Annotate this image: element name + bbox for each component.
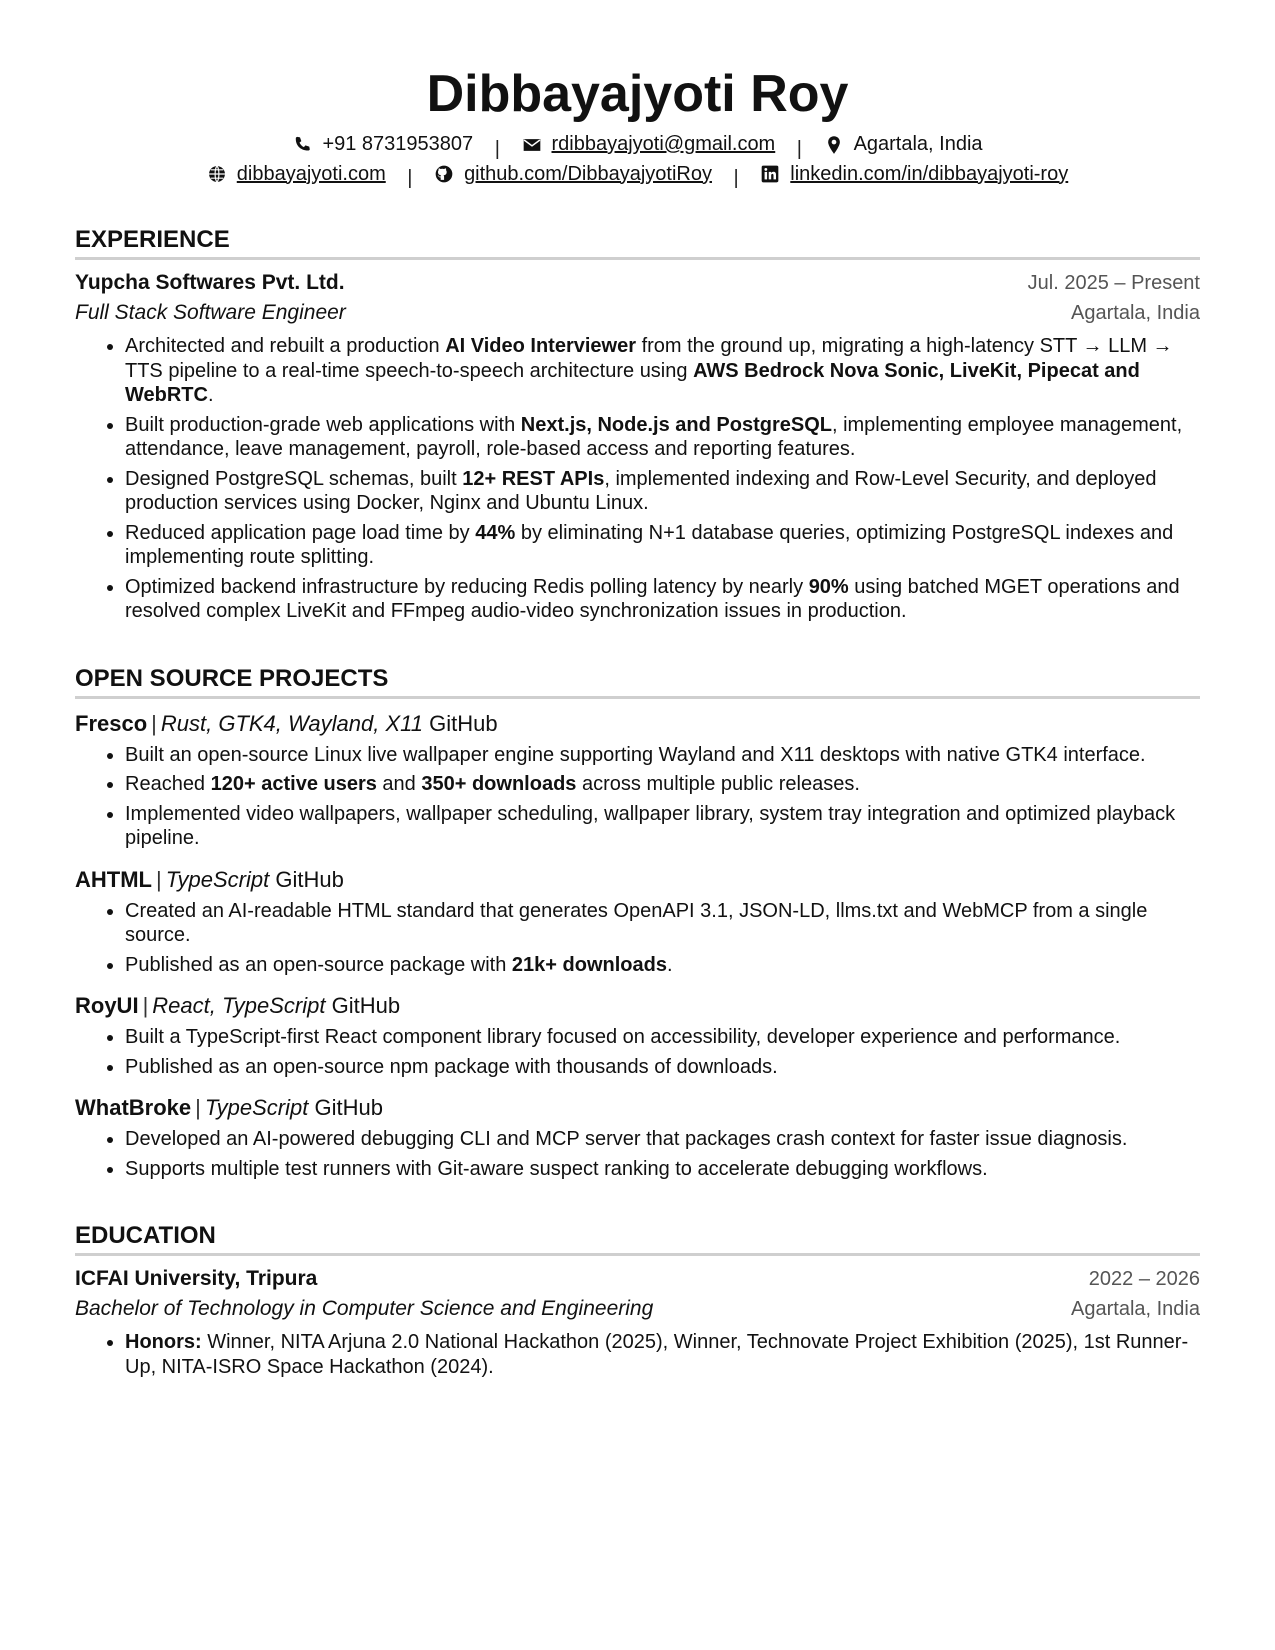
phone-contact	[292, 132, 473, 157]
section-title-education: EDUCATION	[75, 1221, 1200, 1256]
project-header-royui	[75, 991, 1200, 1021]
list-item: Published as an open-source npm package with thousands of downloads.	[125, 1055, 1200, 1080]
education-degree-row	[75, 1294, 1200, 1324]
experience-location: Agartala, India	[1071, 302, 1200, 324]
list-item: Reached 120+ active users and 350+ downloads across multiple public releases.	[125, 772, 1200, 797]
projects-section	[75, 664, 1200, 1182]
list-item: Published as an open-source package with 21k+ downloads.	[125, 953, 1200, 978]
project-name: WhatBroke	[75, 1095, 192, 1120]
map-pin-icon	[824, 135, 844, 155]
education-date: 2022 – 2026	[1088, 1268, 1200, 1290]
experience-header-row	[75, 268, 1200, 298]
experience-section	[75, 225, 1200, 624]
company-name: Yupcha Softwares Pvt. Ltd.	[75, 271, 345, 294]
project-tech: React, TypeScript	[152, 993, 326, 1018]
project-github-link[interactable]: GitHub	[314, 1095, 383, 1120]
list-item: Developed an AI-powered debugging CLI and MCP server that packages crash context for faster issue diagnosis.	[125, 1127, 1200, 1152]
list-item: Architected and rebuilt a production AI Video Interviewer from the ground up, migrating a high-latency STT → LLM → TTS pipeline to a real-time speech-to-speech architecture using AWS Bedrock Nova Sonic, LiveKit, Pipecat and WebRTC.	[125, 334, 1200, 408]
experience-date: Jul. 2025 – Present	[1027, 272, 1200, 294]
project-github-link[interactable]: GitHub	[429, 710, 498, 736]
section-title-projects: OPEN SOURCE PROJECTS	[75, 664, 1200, 699]
list-item: Honors: Winner, NITA Arjuna 2.0 National Hackathon (2025), Winner, Technovate Project Exhibition (2025), 1st Runner-Up, NITA-ISRO Space Hackathon (2024).	[125, 1330, 1200, 1379]
education-location: Agartala, India	[1071, 1298, 1200, 1320]
separator: |	[151, 710, 157, 736]
list-item: Designed PostgreSQL schemas, built 12+ REST APIs, implemented indexing and Row-Level Security, and deployed production services using Docker, Nginx and Ubuntu Linux.	[125, 467, 1200, 516]
experience-role-row	[75, 298, 1200, 328]
phone-icon	[292, 135, 312, 155]
project-name: AHTML	[75, 866, 152, 892]
separator: |	[155, 866, 162, 892]
candidate-name: Dibbayajyoti Roy	[426, 65, 849, 123]
experience-bullets	[75, 334, 1200, 624]
contact-line-primary	[75, 132, 1200, 162]
location-contact	[824, 132, 983, 157]
phone-number: +91 8731953807	[322, 133, 474, 155]
section-title-experience: EXPERIENCE	[75, 225, 1200, 260]
separator: |	[142, 993, 149, 1018]
list-item: Built an open-source Linux live wallpaper engine supporting Wayland and X11 desktops with native GTK4 interface.	[125, 743, 1200, 768]
github-contact[interactable]	[434, 162, 712, 187]
project-github-link[interactable]: GitHub	[275, 866, 344, 892]
education-header-row	[75, 1264, 1200, 1294]
resume-page	[75, 0, 1200, 1384]
separator: |	[733, 167, 739, 189]
project-name: RoyUI	[75, 993, 139, 1018]
education-bullets	[75, 1330, 1200, 1379]
website-contact[interactable]	[207, 162, 386, 187]
list-item: Implemented video wallpapers, wallpaper scheduling, wallpaper library, system tray integration and optimized playback pipeline.	[125, 802, 1200, 851]
project-header-whatbroke	[75, 1093, 1200, 1123]
list-item: Created an AI-readable HTML standard that generates OpenAPI 3.1, JSON-LD, llms.txt and WebMCP from a single source.	[125, 899, 1200, 948]
project-bullets-ahtml	[75, 899, 1200, 978]
job-title: Full Stack Software Engineer	[75, 301, 346, 324]
project-tech: Rust, GTK4, Wayland, X11	[160, 710, 423, 736]
project-bullets-royui	[75, 1025, 1200, 1079]
email-link[interactable]: rdibbayajyoti@gmail.com	[551, 133, 776, 155]
github-link[interactable]: github.com/DibbayajyotiRoy	[464, 162, 712, 185]
project-tech: TypeScript	[204, 1095, 309, 1120]
list-item: Built production-grade web applications with Next.js, Node.js and PostgreSQL, implementing employee management, attendance, leave management, payroll, role-based access and reporting features.	[125, 413, 1200, 462]
separator: |	[407, 167, 413, 189]
github-icon	[434, 164, 454, 184]
list-item: Built a TypeScript-first React component library focused on accessibility, developer experience and performance.	[125, 1025, 1200, 1050]
separator: |	[494, 137, 500, 160]
project-name: Fresco	[75, 710, 148, 736]
education-section	[75, 1221, 1200, 1379]
project-github-link[interactable]: GitHub	[331, 993, 401, 1018]
linkedin-contact[interactable]	[760, 162, 1068, 187]
website-link[interactable]: dibbayajyoti.com	[236, 162, 386, 185]
contact-line-links	[75, 162, 1200, 192]
project-bullets-fresco	[75, 743, 1200, 851]
list-item: Optimized backend infrastructure by reducing Redis polling latency by nearly 90% using batched MGET operations and resolved complex LiveKit and FFmpeg audio-video synchronization issues in production.	[125, 575, 1200, 624]
school-name: ICFAI University, Tripura	[75, 1267, 318, 1290]
list-item: Reduced application page load time by 44% by eliminating N+1 database queries, optimizing PostgreSQL indexes and implementing route splitting.	[125, 521, 1200, 570]
degree: Bachelor of Technology in Computer Science and Engineering	[75, 1297, 654, 1320]
project-header-fresco	[75, 709, 1200, 739]
location-text: Agartala, India	[853, 133, 983, 155]
email-contact[interactable]	[522, 132, 776, 157]
list-item: Supports multiple test runners with Git-aware suspect ranking to accelerate debugging workflows.	[125, 1157, 1200, 1182]
project-header-ahtml	[75, 865, 1200, 895]
separator: |	[796, 137, 802, 160]
project-bullets-whatbroke	[75, 1127, 1200, 1181]
project-tech: TypeScript	[165, 866, 270, 892]
mail-icon	[522, 135, 542, 155]
linkedin-icon	[760, 164, 780, 184]
separator: |	[195, 1095, 201, 1120]
globe-icon	[207, 164, 227, 184]
linkedin-link[interactable]: linkedin.com/in/dibbayajyoti-roy	[790, 162, 1069, 185]
